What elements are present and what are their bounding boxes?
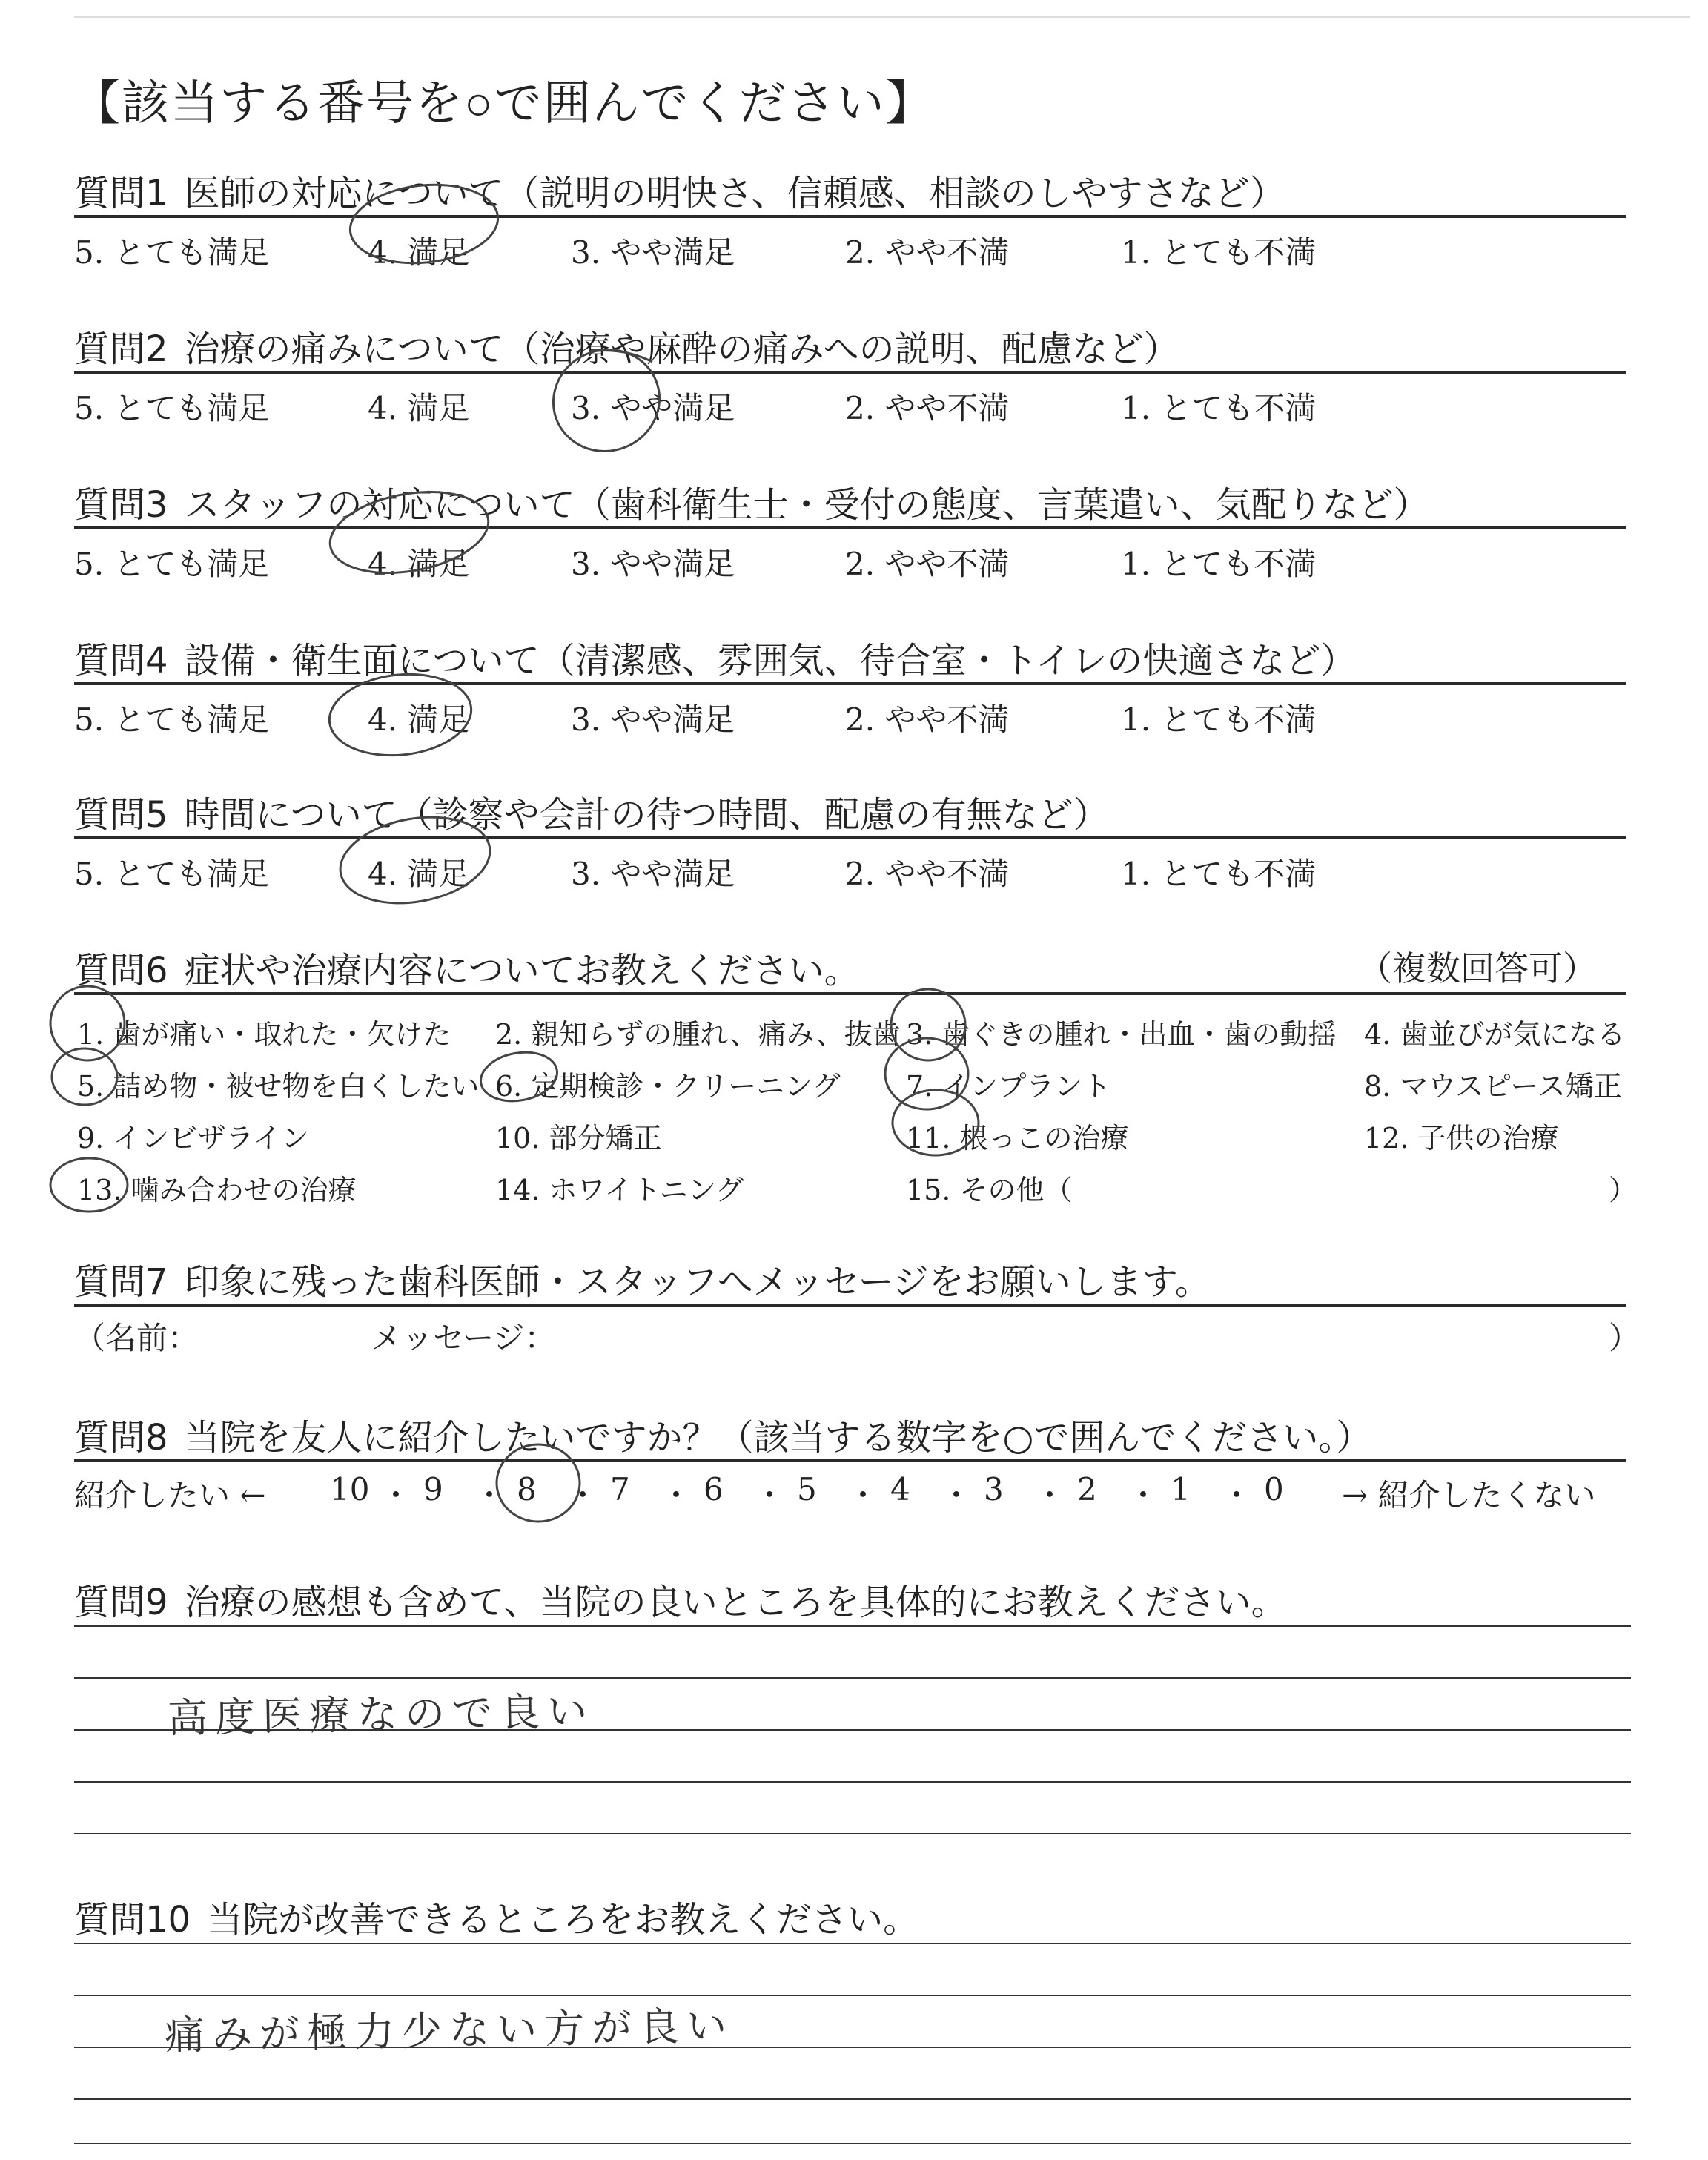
question-rule: [74, 371, 1626, 374]
scale-separator: ・: [1221, 1477, 1253, 1513]
q6-option-7[interactable]: 7. インプラント: [906, 1070, 1111, 1103]
answer-line: [74, 2143, 1631, 2144]
scale-separator: ・: [941, 1477, 973, 1513]
page-title: 【該当する番号を○で囲んでください】: [73, 76, 935, 131]
q1-option-4[interactable]: 4. 満足: [368, 234, 470, 271]
q1-option-2[interactable]: 2. やや不満: [845, 234, 1010, 271]
q6-option-1[interactable]: 1. 歯が痛い・取れた・欠けた: [77, 1018, 451, 1051]
question-label: 質問7: [74, 1261, 168, 1303]
question-1: [74, 165, 1285, 216]
scale-value-4[interactable]: 4: [890, 1471, 910, 1507]
question-label: 質問10: [74, 1899, 191, 1941]
scale-separator: ・: [474, 1477, 506, 1513]
q6-other-close-paren: ）: [1609, 1174, 1638, 1206]
question-text: 設備・衛生面について（清潔感、雰囲気、待合室・トイレの快適さなど）: [184, 640, 1357, 681]
scale-separator: ・: [754, 1477, 786, 1513]
question-4: [74, 632, 1356, 683]
question-rule: [74, 1459, 1626, 1462]
q5-option-2[interactable]: 2. やや不満: [845, 856, 1010, 892]
question-text: 症状や治療内容についてお教えください。: [184, 950, 860, 991]
question-10: [74, 1891, 918, 1942]
question-text: 時間について（診察や会計の待つ時間、配慮の有無など）: [184, 794, 1109, 836]
question-rule: [74, 836, 1626, 839]
question-rule: [74, 682, 1626, 685]
question-7: [74, 1253, 1211, 1304]
scale-separator: ・: [567, 1477, 599, 1513]
question-label: 質問1: [74, 173, 168, 214]
q3-option-3[interactable]: 3. やや満足: [571, 546, 735, 582]
scale-value-5[interactable]: 5: [797, 1471, 817, 1507]
q6-option-3[interactable]: 3. 歯ぐきの腫れ・出血・歯の動揺: [906, 1018, 1337, 1051]
recommend-right-label: → 紹介したくない: [1342, 1477, 1596, 1513]
scale-separator: ・: [661, 1477, 692, 1513]
q5-option-4[interactable]: 4. 満足: [368, 856, 470, 892]
q10-handwritten-answer[interactable]: 痛みが極力少ない方が良い: [164, 2002, 735, 2059]
q6-option-8[interactable]: 8. マウスピース矯正: [1364, 1070, 1622, 1103]
q6-option-6[interactable]: 6. 定期検診・クリーニング: [495, 1070, 841, 1103]
scale-value-7[interactable]: 7: [610, 1471, 630, 1507]
q6-option-2[interactable]: 2. 親知らずの腫れ、痛み、抜歯: [495, 1018, 901, 1051]
q3-option-1[interactable]: 1. とても不満: [1121, 546, 1317, 582]
recommend-left-label: 紹介したい ←: [74, 1477, 266, 1513]
question-text: 当院が改善できるところをお教えください。: [207, 1899, 919, 1941]
q4-option-1[interactable]: 1. とても不満: [1121, 701, 1317, 738]
q9-handwritten-answer[interactable]: 高度医療なので良い: [167, 1687, 595, 1743]
q2-option-4[interactable]: 4. 満足: [368, 390, 470, 426]
q3-option-5[interactable]: 5. とても満足: [74, 546, 270, 582]
scale-value-8[interactable]: 8: [517, 1471, 537, 1507]
q6-option-15[interactable]: 15. その他（: [906, 1174, 1073, 1206]
scale-separator: ・: [380, 1477, 412, 1513]
scale-value-6[interactable]: 6: [704, 1471, 724, 1507]
q5-option-5[interactable]: 5. とても満足: [74, 856, 270, 892]
answer-line: [74, 1677, 1631, 1679]
question-6: [74, 942, 860, 993]
q2-option-5[interactable]: 5. とても満足: [74, 390, 270, 426]
answer-line: [74, 1625, 1631, 1627]
question-text: 治療の感想も含めて、当院の良いところを具体的にお教えください。: [184, 1582, 1287, 1623]
q6-option-13[interactable]: 13. 噛み合わせの治療: [77, 1174, 357, 1206]
question-label: 質問8: [74, 1417, 168, 1459]
q6-option-11[interactable]: 11. 根っこの治療: [906, 1122, 1129, 1155]
q6-option-12[interactable]: 12. 子供の治療: [1364, 1122, 1559, 1155]
scale-value-1[interactable]: 1: [1171, 1471, 1191, 1507]
scale-separator: ・: [1128, 1477, 1159, 1513]
q3-option-4[interactable]: 4. 満足: [368, 546, 470, 582]
question-9: [74, 1573, 1287, 1625]
question-label: 質問9: [74, 1582, 168, 1623]
scale-separator: ・: [847, 1477, 879, 1513]
q2-option-1[interactable]: 1. とても不満: [1121, 390, 1317, 426]
question-label: 質問3: [74, 484, 168, 526]
q7-close-paren: ）: [1609, 1320, 1641, 1356]
top-edge-line: [74, 16, 1690, 18]
answer-line: [74, 1995, 1631, 1996]
scale-value-10[interactable]: 10: [330, 1471, 370, 1507]
q4-option-4[interactable]: 4. 満足: [368, 701, 470, 738]
question-text: 当院を友人に紹介したいですか？（該当する数字を○で囲んでください。）: [184, 1417, 1372, 1459]
question-8: [74, 1409, 1371, 1460]
question-2: [74, 320, 1179, 371]
question-text: 印象に残った歯科医師・スタッフへメッセージをお願いします。: [184, 1261, 1211, 1303]
q2-option-2[interactable]: 2. やや不満: [845, 390, 1010, 426]
name-field-label[interactable]: （名前：: [74, 1320, 199, 1356]
q1-option-5[interactable]: 5. とても満足: [74, 234, 270, 271]
q3-option-2[interactable]: 2. やや不満: [845, 546, 1010, 582]
scale-value-9[interactable]: 9: [423, 1471, 443, 1507]
question-label: 質問6: [74, 950, 168, 991]
answer-line: [74, 1781, 1631, 1783]
scale-separator: ・: [1034, 1477, 1066, 1513]
q4-option-2[interactable]: 2. やや不満: [845, 701, 1010, 738]
answer-line: [74, 2098, 1631, 2100]
q5-option-1[interactable]: 1. とても不満: [1121, 856, 1317, 892]
question-rule: [74, 1304, 1626, 1307]
question-label: 質問2: [74, 328, 168, 370]
scale-value-3[interactable]: 3: [984, 1471, 1004, 1507]
q4-option-5[interactable]: 5. とても満足: [74, 701, 270, 738]
question-text: スタッフの対応について（歯科衛生士・受付の態度、言葉遣い、気配りなど）: [184, 484, 1429, 526]
q5-option-3[interactable]: 3. やや満足: [571, 856, 735, 892]
q6-option-5[interactable]: 5. 詰め物・被せ物を白くしたい: [77, 1070, 480, 1103]
question-3: [74, 476, 1429, 527]
scale-value-2[interactable]: 2: [1077, 1471, 1097, 1507]
q6-option-9[interactable]: 9. インビザライン: [77, 1122, 310, 1155]
q6-option-4[interactable]: 4. 歯並びが気になる: [1364, 1018, 1626, 1051]
question-text: 治療の痛みについて（治療や麻酔の痛みへの説明、配慮など）: [184, 328, 1179, 370]
q1-option-3[interactable]: 3. やや満足: [571, 234, 735, 271]
question-rule: [74, 526, 1626, 529]
question-label: 質問5: [74, 794, 168, 836]
question-label: 質問4: [74, 640, 168, 681]
message-field-label[interactable]: メッセージ：: [371, 1320, 556, 1356]
q2-option-3[interactable]: 3. やや満足: [571, 390, 735, 426]
question-5: [74, 786, 1109, 837]
multiple-answers-note: （複数回答可）: [1358, 948, 1597, 988]
question-rule: [74, 992, 1626, 995]
answer-line: [74, 1833, 1631, 1834]
q6-option-14[interactable]: 14. ホワイトニング: [495, 1174, 744, 1206]
answer-line: [74, 1943, 1631, 1944]
q1-option-1[interactable]: 1. とても不満: [1121, 234, 1317, 271]
q4-option-3[interactable]: 3. やや満足: [571, 701, 735, 738]
question-text: 医師の対応について（説明の明快さ、信頼感、相談のしやすさなど）: [184, 173, 1285, 214]
q6-option-10[interactable]: 10. 部分矯正: [495, 1122, 662, 1155]
scale-value-0[interactable]: 0: [1264, 1471, 1284, 1507]
question-rule: [74, 215, 1626, 218]
